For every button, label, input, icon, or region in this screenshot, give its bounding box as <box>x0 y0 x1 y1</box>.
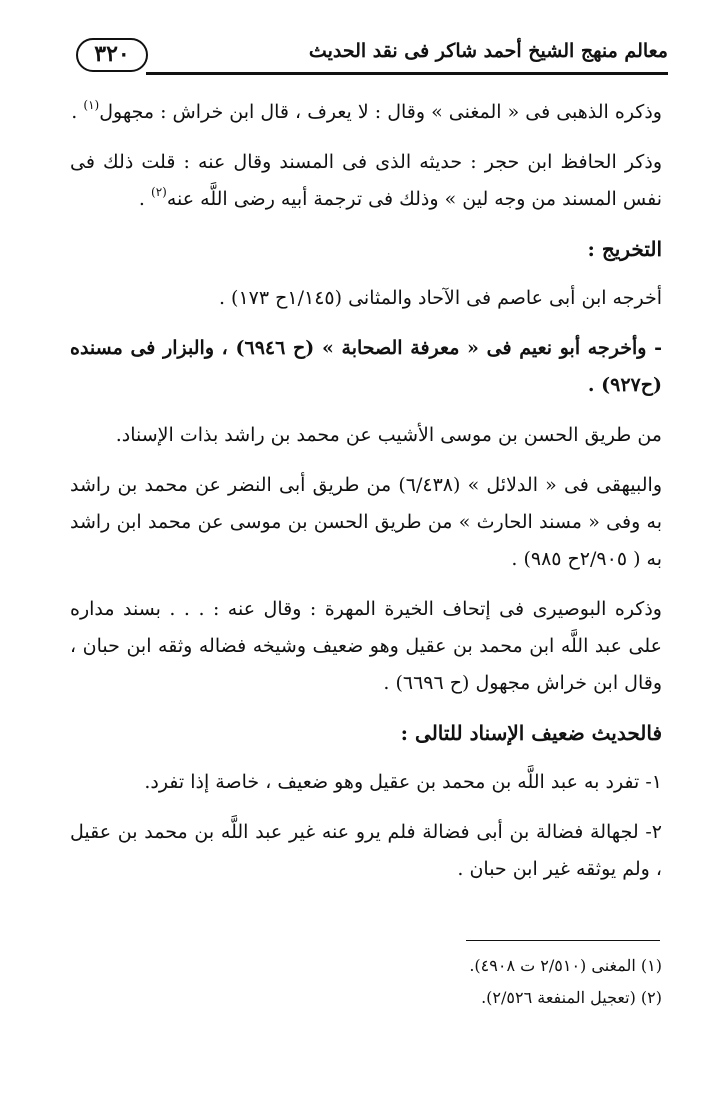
header-rule <box>146 72 668 75</box>
footnote-separator <box>466 940 660 941</box>
page-body <box>70 94 662 901</box>
footnote-ref-1: (١) <box>83 98 100 112</box>
heading-conclusion: فالحديث ضعيف الإسناد للتالى : <box>400 721 662 745</box>
footnotes <box>70 950 662 1014</box>
paragraph-text: وذكر الحافظ ابن حجر : حديثه الذى فى المسند وقال عنه : قلت ذلك فى نفس المسند من وجه لين » وذلك فى ترجمة أبيه رضى اللَّه عنه <box>70 151 662 210</box>
paragraph-isnad-path: من طريق الحسن بن موسى الأشيب عن محمد بن راشد بذات الإسناد. <box>115 424 662 446</box>
footnote-ref-2: (٢) <box>151 185 167 199</box>
page-number: ٣٢٠ <box>76 38 148 72</box>
page-header <box>62 34 668 78</box>
heading-takhrij: التخريج : <box>587 237 662 261</box>
paragraph-ibn-abi-asim: أخرجه ابن أبى عاصم فى الآحاد والمثانى (١/١٤٥ح ١٧٣) . <box>218 287 662 309</box>
running-title: معالم منهج الشيخ أحمد شاكر فى نقد الحديث <box>308 40 668 62</box>
paragraph-bayhaqi: والبيهقى فى « الدلائل » (٦/٤٣٨) من طريق أبى النضر عن محمد بن راشد به وفى « مسند الحارث » من طريق الحسن بن موسى عن محمد ابن راشد به ( ٢/٩٠٥ح ٩٨٥) . <box>70 474 662 570</box>
footnote-2: (٢) (تعجيل المنفعة ٢/٥٢٦). <box>481 988 662 1007</box>
paragraph-end: . <box>71 101 84 123</box>
reason-item-1: ١- تفرد به عبد اللَّه بن محمد بن عقيل وهو ضعيف ، خاصة إذا تفرد. <box>144 771 662 793</box>
paragraph-text: وذكره الذهبى فى « المغنى » وقال : لا يعرف ، قال ابن خراش : مجهول <box>99 101 662 123</box>
paragraph-end: . <box>138 188 152 210</box>
paragraph-abu-nuaym: - وأخرجه أبو نعيم فى « معرفة الصحابة » (ح ٦٩٤٦) ، والبزار فى مسنده (ح٩٢٧) . <box>70 337 662 396</box>
paragraph-ibn-hajar <box>70 144 662 218</box>
paragraph-dhahabi <box>70 94 662 131</box>
reason-item-2: ٢- لجهالة فضالة بن أبى فضالة فلم يرو عنه غير عبد اللَّه بن محمد بن عقيل ، ولم يوثقه غير ابن حبان . <box>70 821 662 880</box>
paragraph-busiri: وذكره البوصيرى فى إتحاف الخيرة المهرة : وقال عنه : . . . بسند مداره على عبد اللَّه ابن محمد بن عقيل وهو ضعيف وشيخه فضاله وثقه ابن حبان ، وقال ابن خراش مجهول (ح ٦٦٩٦) . <box>70 598 662 694</box>
footnote-1: (١) المغنى (٢/٥١٠ ت ٤٩٠٨). <box>469 956 662 975</box>
